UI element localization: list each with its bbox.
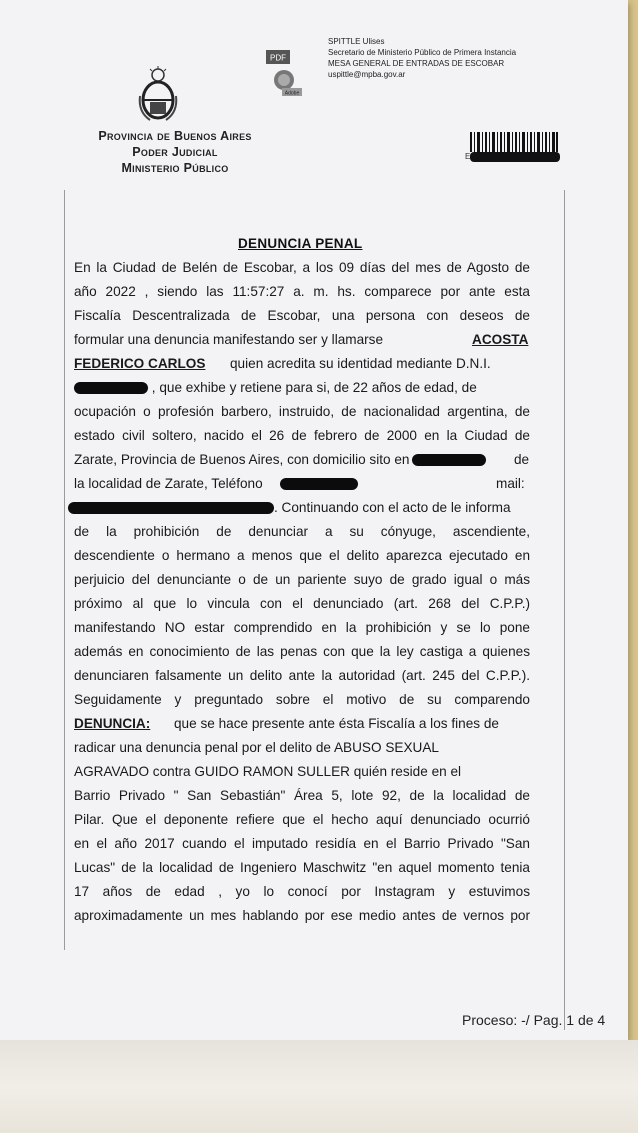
body-line: de la prohibición de denunciar a su cónyuge, ascendiente, bbox=[74, 524, 530, 539]
body-line: ocupación o profesión barbero, instruido, de nacionalidad argentina, de bbox=[74, 404, 530, 419]
body-line: año 2022 , siendo las 11:57:27 a. m. hs. comparece por ante esta bbox=[74, 284, 530, 299]
body-text: formular una denuncia manifestando ser y llamarse bbox=[74, 332, 384, 347]
body-line bbox=[74, 328, 530, 352]
body-text: la localidad de Zarate, Teléfono bbox=[74, 476, 263, 491]
body-line: 17 años de edad , yo lo conocí por Instagram y estuvimos bbox=[74, 884, 530, 899]
body-line: manifestando NO estar comprendido en la prohibición y se lo pone bbox=[74, 620, 530, 635]
body-text: . Continuando con el acto de le informa bbox=[274, 500, 511, 515]
body-line: aproximadamente un mes hablando por ese medio antes de vernos por bbox=[74, 908, 530, 923]
body-line bbox=[74, 352, 530, 376]
body-line: próximo al que lo vincula con el denunciado (art. 268 del C.P.P.) bbox=[74, 596, 530, 611]
signer-name: SPITTLE Ulises bbox=[328, 37, 385, 46]
body-line bbox=[74, 472, 530, 496]
right-margin-rule bbox=[564, 190, 565, 1030]
digital-signature-block bbox=[328, 36, 516, 80]
section-label: DENUNCIA: bbox=[74, 716, 151, 731]
body-line: además en conocimiento de las penas con que la ley castiga a quienes bbox=[74, 644, 530, 659]
redaction-bar bbox=[412, 454, 486, 466]
body-line bbox=[74, 376, 530, 400]
body-line: estado civil soltero, nacido el 26 de febrero de 2000 en la Ciudad de bbox=[74, 428, 530, 443]
pdf-badge-label: PDF bbox=[270, 53, 286, 63]
barcode-prefix: E bbox=[465, 152, 471, 161]
page-footer: Proceso: -/ Pag. 1 de 4 bbox=[462, 1012, 606, 1028]
body-text: quien acredita su identidad mediante D.N.I. bbox=[230, 356, 491, 371]
body-line bbox=[74, 496, 530, 520]
body-line: Barrio Privado " San Sebastián" Área 5, lote 92, de la localidad de bbox=[74, 788, 530, 803]
body-text: de bbox=[514, 452, 530, 467]
body-line: denunciaren falsamente un delito ante la autoridad (art. 245 del C.P.P.). bbox=[74, 668, 530, 683]
ministry-name: Ministerio Público bbox=[121, 161, 229, 175]
pdf-signature-icon bbox=[264, 48, 304, 98]
coat-of-arms-icon bbox=[136, 66, 180, 124]
body-line bbox=[74, 448, 530, 472]
complainant-given-names: FEDERICO CARLOS bbox=[74, 356, 206, 371]
body-line: en el año 2017 cuando el imputado residía en el Barrio Privado "San bbox=[74, 836, 530, 851]
body-text: Zarate, Provincia de Buenos Aires, con domicilio sito en bbox=[74, 452, 410, 467]
body-text: mail: bbox=[496, 476, 525, 491]
complainant-surname: ACOSTA bbox=[472, 332, 529, 347]
signer-role: Secretario de Ministerio Público de Primera Instancia bbox=[328, 48, 517, 57]
signer-email: uspittle@mpba.gov.ar bbox=[328, 70, 406, 79]
body-line: AGRAVADO contra GUIDO RAMON SULLER quién reside en el bbox=[74, 764, 462, 779]
signer-office: MESA GENERAL DE ENTRADAS DE ESCOBAR bbox=[328, 59, 505, 68]
body-line: En la Ciudad de Belén de Escobar, a los 09 días del mes de Agosto de bbox=[74, 260, 530, 275]
body-line: descendiente o hermano a menos que el delito aparezca ejecutado en bbox=[74, 548, 530, 563]
redaction-bar bbox=[74, 382, 148, 394]
left-margin-rule bbox=[64, 190, 65, 950]
barcode bbox=[470, 132, 558, 152]
province-name: Provincia de Buenos Aires bbox=[98, 129, 252, 143]
body-line: radicar una denuncia penal por el delito de ABUSO SEXUAL bbox=[74, 740, 439, 755]
body-line: Lucas" de la localidad de Ingeniero Maschwitz "en aquel momento tenia bbox=[74, 860, 530, 875]
redaction-bar bbox=[280, 478, 358, 490]
body-line: Fiscalía Descentralizada de Escobar, una persona con deseos de bbox=[74, 308, 530, 323]
institution-header bbox=[70, 128, 280, 176]
pdf-badge-vendor: Adobe bbox=[284, 90, 300, 97]
body-line bbox=[74, 712, 530, 736]
redaction-bar bbox=[68, 502, 274, 514]
redaction-bar bbox=[470, 152, 560, 162]
body-text: que se hace presente ante ésta Fiscalía a los fines de bbox=[174, 716, 499, 731]
branch-name: Poder Judicial bbox=[132, 145, 218, 159]
body-line: Pilar. Que el deponente refiere que el hecho aquí denunciado ocurrió bbox=[74, 812, 530, 827]
body-text: , que exhibe y retiene para si, de 22 años de edad, de bbox=[151, 380, 477, 395]
body-line: Seguidamente y preguntado sobre el motivo de su comparendo bbox=[74, 692, 530, 707]
document-title: DENUNCIA PENAL bbox=[238, 236, 363, 251]
body-line: perjuicio del denunciante o de un pariente suyo de grado igual o más bbox=[74, 572, 530, 587]
underlying-page bbox=[0, 1040, 638, 1133]
